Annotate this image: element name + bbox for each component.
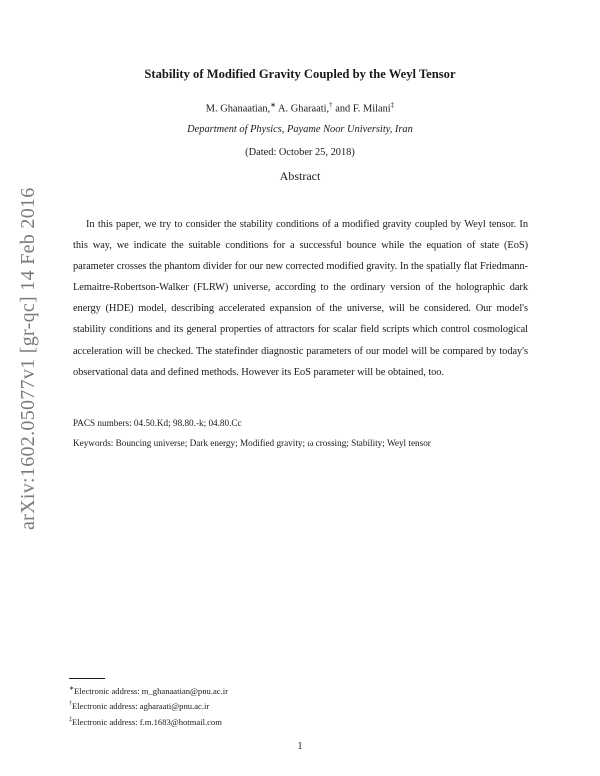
paper-title: Stability of Modified Gravity Coupled by the Weyl Tensor: [144, 67, 456, 81]
footnote-mark: †: [69, 701, 72, 708]
footnote-item: [69, 683, 228, 698]
author-footnote-mark: †: [329, 101, 333, 109]
footnote-text: Electronic address: m_ghanaatian@pnu.ac.ir: [74, 685, 228, 696]
author-footnote-mark: ‡: [390, 101, 395, 109]
footnote-item: [69, 698, 228, 713]
footnote-text: Electronic address: agharaati@pnu.ac.ir: [72, 701, 210, 712]
footnote-text: Electronic address: f.m.1683@hotmail.com: [72, 716, 222, 727]
author-name: A. Gharaati,: [278, 103, 330, 115]
abstract-heading: Abstract: [279, 169, 321, 183]
abstract-text: In this paper, we try to consider the stability conditions of a modified gravity coupled by Weyl tensor. In this way, we indicate the suitable conditions for a successful bounce while the equation of state (EoS) parameter crosses the phantom divider for our new corrected modified gravity. In the spatially flat Friedmann-Lemaitre-Robertson-Walker (FLRW) universe, according to the ordinary version of the holographic dark energy (HDE) model, describing accelerated expansion of the universe, will be considered. Our model's stability conditions and its general properties of attractors for scalar field scripts which control cosmological acceleration will be checked. The statefinder diagnostic parameters of our model will be compared by today's observational data and defined methods. However its EoS parameter will be obtained, too.: [73, 219, 528, 378]
date-line: (Dated: October 25, 2018): [245, 147, 355, 158]
page-number: 1: [297, 741, 303, 752]
footnote-mark: ∗: [69, 686, 75, 692]
keywords: Keywords: Bouncing universe; Dark energy; Modified gravity; ω crossing; Stability; Weyl tensor: [73, 438, 431, 448]
footnotes: [69, 683, 228, 729]
author-name: M. Ghanaatian,: [205, 103, 271, 115]
author-name: and F. Milani: [335, 103, 391, 115]
affiliation: Department of Physics, Payame Noor University, Iran: [187, 124, 413, 135]
footnote-item: [69, 714, 228, 729]
footnote-divider: [69, 678, 105, 679]
footnote-mark: ‡: [69, 716, 72, 723]
author-footnote-mark: ∗: [270, 101, 277, 109]
pacs-numbers: PACS numbers: 04.50.Kd; 98.80.-k; 04.80.Cc: [73, 418, 242, 428]
author-list: [0, 101, 600, 114]
arxiv-identifier-stamp: arXiv:1602.05077v1 [gr-qc] 14 Feb 2016: [17, 187, 39, 530]
